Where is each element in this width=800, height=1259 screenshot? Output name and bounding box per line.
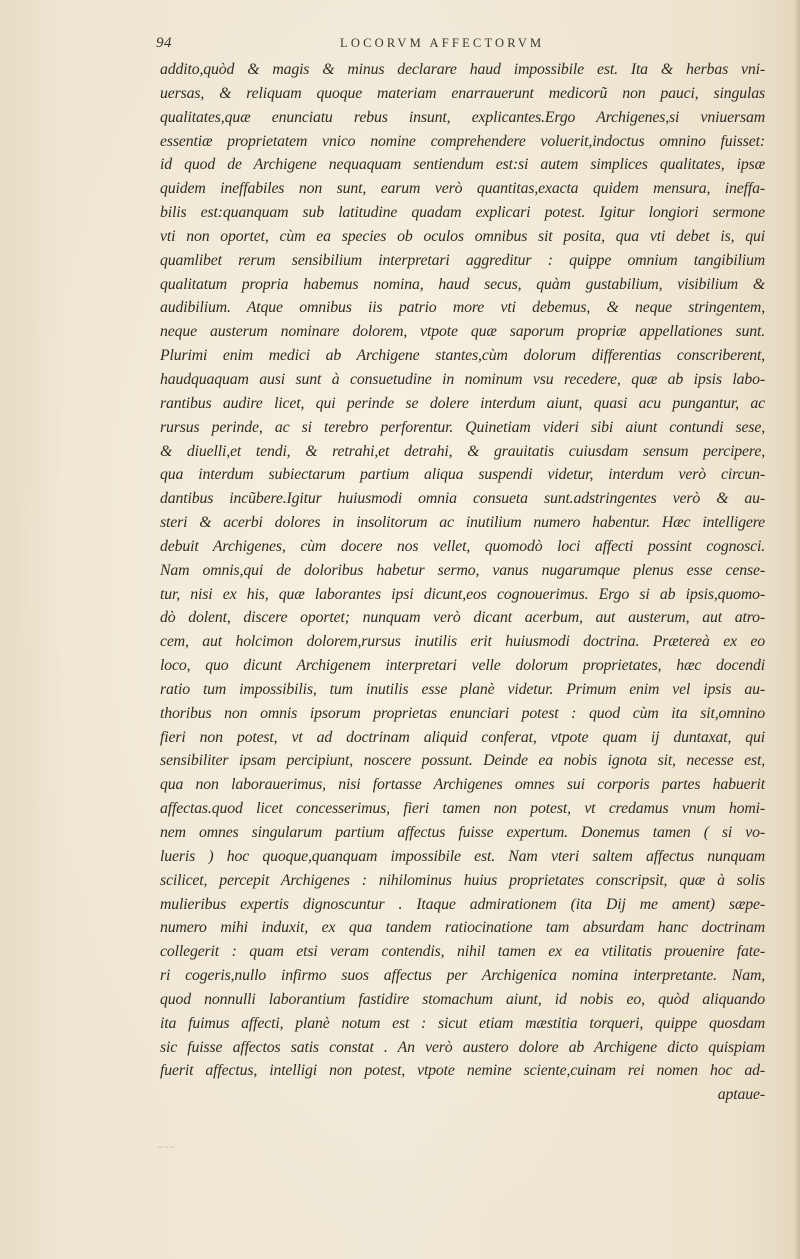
text-line: scilicet, percepit Archigenes : nihilominus huius proprietates conscripsit, quæ à solis bbox=[160, 871, 765, 889]
text-line: loco, quo dicunt Archigenem interpretari velle dolorum proprietates, hæc docendi bbox=[160, 657, 765, 675]
page-edge-shadow bbox=[794, 0, 800, 1259]
text-line: ratio tum impossibilis, tum inutilis esse planè videtur. Primum enim vel ipsis au- bbox=[160, 680, 765, 698]
text-line: affectas.quod licet concesserimus, fieri tamen non potest, vt credamus vnum homi- bbox=[160, 800, 765, 818]
text-line: sic fuisse affectos satis constat . An verò austero dolore ab Archigene dicto quispiam bbox=[160, 1038, 765, 1056]
catchword: aptaue- bbox=[717, 1086, 765, 1104]
text-line: qua interdum subiectarum partium aliqua suspendi videtur, interdum verò circun- bbox=[160, 466, 765, 484]
text-line: nem omnes singularum partium affectus fuisse expertum. Donemus tamen ( si vo- bbox=[160, 824, 765, 841]
text-line: bilis est:quanquam sub latitudine quadam explicari potest. Igitur longiori sermone bbox=[160, 204, 765, 222]
text-line: Plurimi enim medici ab Archigene stantes,cùm dolorum differentias conscriberent, bbox=[160, 347, 765, 365]
text-line: ita fuimus affecti, planè notum est : sicut etiam mæstitia torqueri, quippe quosdam bbox=[160, 1014, 765, 1032]
text-line: essentiæ proprietatem vnico nomine comprehendere voluerit,indoctus omnino fuisset: bbox=[160, 132, 765, 150]
text-line: rantibus audire licet, qui perinde se dolere interdum aiunt, quasi acu pungantur, ac bbox=[160, 394, 765, 412]
page-number: 94 bbox=[156, 35, 172, 51]
text-line: audibilium. Atque omnibus iis patrio more vti debemus, & neque stringentem, bbox=[160, 299, 765, 317]
text-line: steri & acerbi dolores in insolitorum ac inutilium numero habentur. Hæc intelligere bbox=[160, 514, 765, 532]
text-line: id quod de Archigene nequaquam sentiendum est:si autem simplices qualitates, ipsæ bbox=[160, 156, 765, 174]
text-line: lueris ) hoc quoque,quanquam impossibile est. Nam vteri saltem affectus nunquam bbox=[160, 847, 765, 865]
text-line: ri cogeris,nullo infirmo suos affectus per Archigenica nomina interpretante. Nam, bbox=[160, 967, 765, 985]
text-line: Nam omnis,qui de doloribus habetur sermo, vanus nugarumque plenus esse cense- bbox=[160, 561, 765, 579]
text-line: qualitates,quæ enunciatu rebus insunt, explicantes.Ergo Archigenes,si vniuersam bbox=[160, 108, 765, 126]
text-line: uersas, & reliquam quoque materiam enarrauerunt medicorũ non pauci, singulas bbox=[160, 84, 765, 102]
running-head: LOCORVM AFFECTORVM bbox=[340, 36, 545, 50]
text-line: haudquaquam ausi sunt à consuetudine in nominum vsu recedere, quæ ab ipsis labo- bbox=[160, 370, 765, 388]
text-line: fieri non potest, vt ad doctrinam aliquid conferat, vtpote quam ij duntaxat, qui bbox=[160, 728, 765, 746]
text-line: quidem ineffabiles non sunt, earum verò quantitas,exacta quidem mensura, ineffa- bbox=[160, 180, 765, 198]
text-line: neque austerum nominare dolorem, vtpote quæ saporum propriæ appellationes sunt. bbox=[160, 323, 765, 341]
text-line: mulieribus expertis dignoscuntur . Itaque admirationem (ita Dij me ament) sæpe- bbox=[160, 895, 765, 913]
text-line: dò dolent, discere oportet; nunquam verò dicant acerbum, aut austerum, aut atro- bbox=[160, 609, 765, 627]
text-line: tur, nisi ex his, quæ laborantes ipsi dicunt,eos cognouerimus. Ergo si ab ipsis,quomo- bbox=[160, 585, 765, 603]
text-line: dantibus incũbere.Igitur huiusmodi omnia consueta sunt.adstringentes verò & au- bbox=[160, 490, 765, 508]
text-line: qua non laborauerimus, nisi fortasse Archigenes omnes sui corporis partes habuerit bbox=[160, 776, 765, 794]
text-line: fuerit affectus, intelligi non potest, vtpote nemine sciente,cuinam rei nomen hoc ad- bbox=[160, 1062, 765, 1080]
text-line: debuit Archigenes, cùm docere nos vellet, quomodò loci affecti possint cognosci. bbox=[160, 537, 765, 555]
body-text bbox=[160, 58, 765, 1107]
page-header bbox=[148, 33, 758, 55]
text-line: cem, aut holcimon dolorem,rursus inutilis erit huiusmodi doctrina. Prætereà ex eo bbox=[160, 633, 765, 651]
text-line: sensibiliter ipsam percipiunt, noscere possunt. Deinde ea nobis ignota sit, necesse est, bbox=[160, 752, 765, 770]
text-line: vti non oportet, cùm ea species ob oculos omnibus sit posita, qua vti debet is, qui bbox=[160, 227, 765, 245]
text-line: thoribus non omnis ipsorum proprietas enunciari potest : quod cùm ita sit,omnino bbox=[160, 704, 765, 722]
text-line: rursus perinde, ac si terebro perforentur. Quinetiam videri sibi aiunt contundi sese, bbox=[160, 418, 765, 436]
text-line: collegerit : quam etsi veram contendis, nihil tamen ex ea vtilitatis prouenire fate- bbox=[160, 943, 765, 961]
faded-stamp: ᵕᵕᵕ bbox=[158, 1141, 176, 1155]
text-line: quamlibet rerum sensibilium interpretari aggreditur : quippe omnium tangibilium bbox=[160, 251, 765, 269]
text-line: quod nonnulli laborantium fastidire stomachum aiunt, id nobis eo, quòd aliquando bbox=[160, 990, 765, 1008]
text-line: & diuelli,et tendi, & retrahi,et detrahi, & grauitatis cuiusdam sensum percipere, bbox=[160, 442, 765, 460]
text-line: qualitatum propria habemus nomina, haud secus, quàm gustabilium, visibilium & bbox=[160, 275, 765, 293]
text-line: numero mihi induxit, ex qua tandem ratiocinatione tam absurdam hanc doctrinam bbox=[160, 919, 765, 937]
text-line: addito,quòd & magis & minus declarare haud impossibile est. Ita & herbas vni- bbox=[160, 61, 765, 78]
